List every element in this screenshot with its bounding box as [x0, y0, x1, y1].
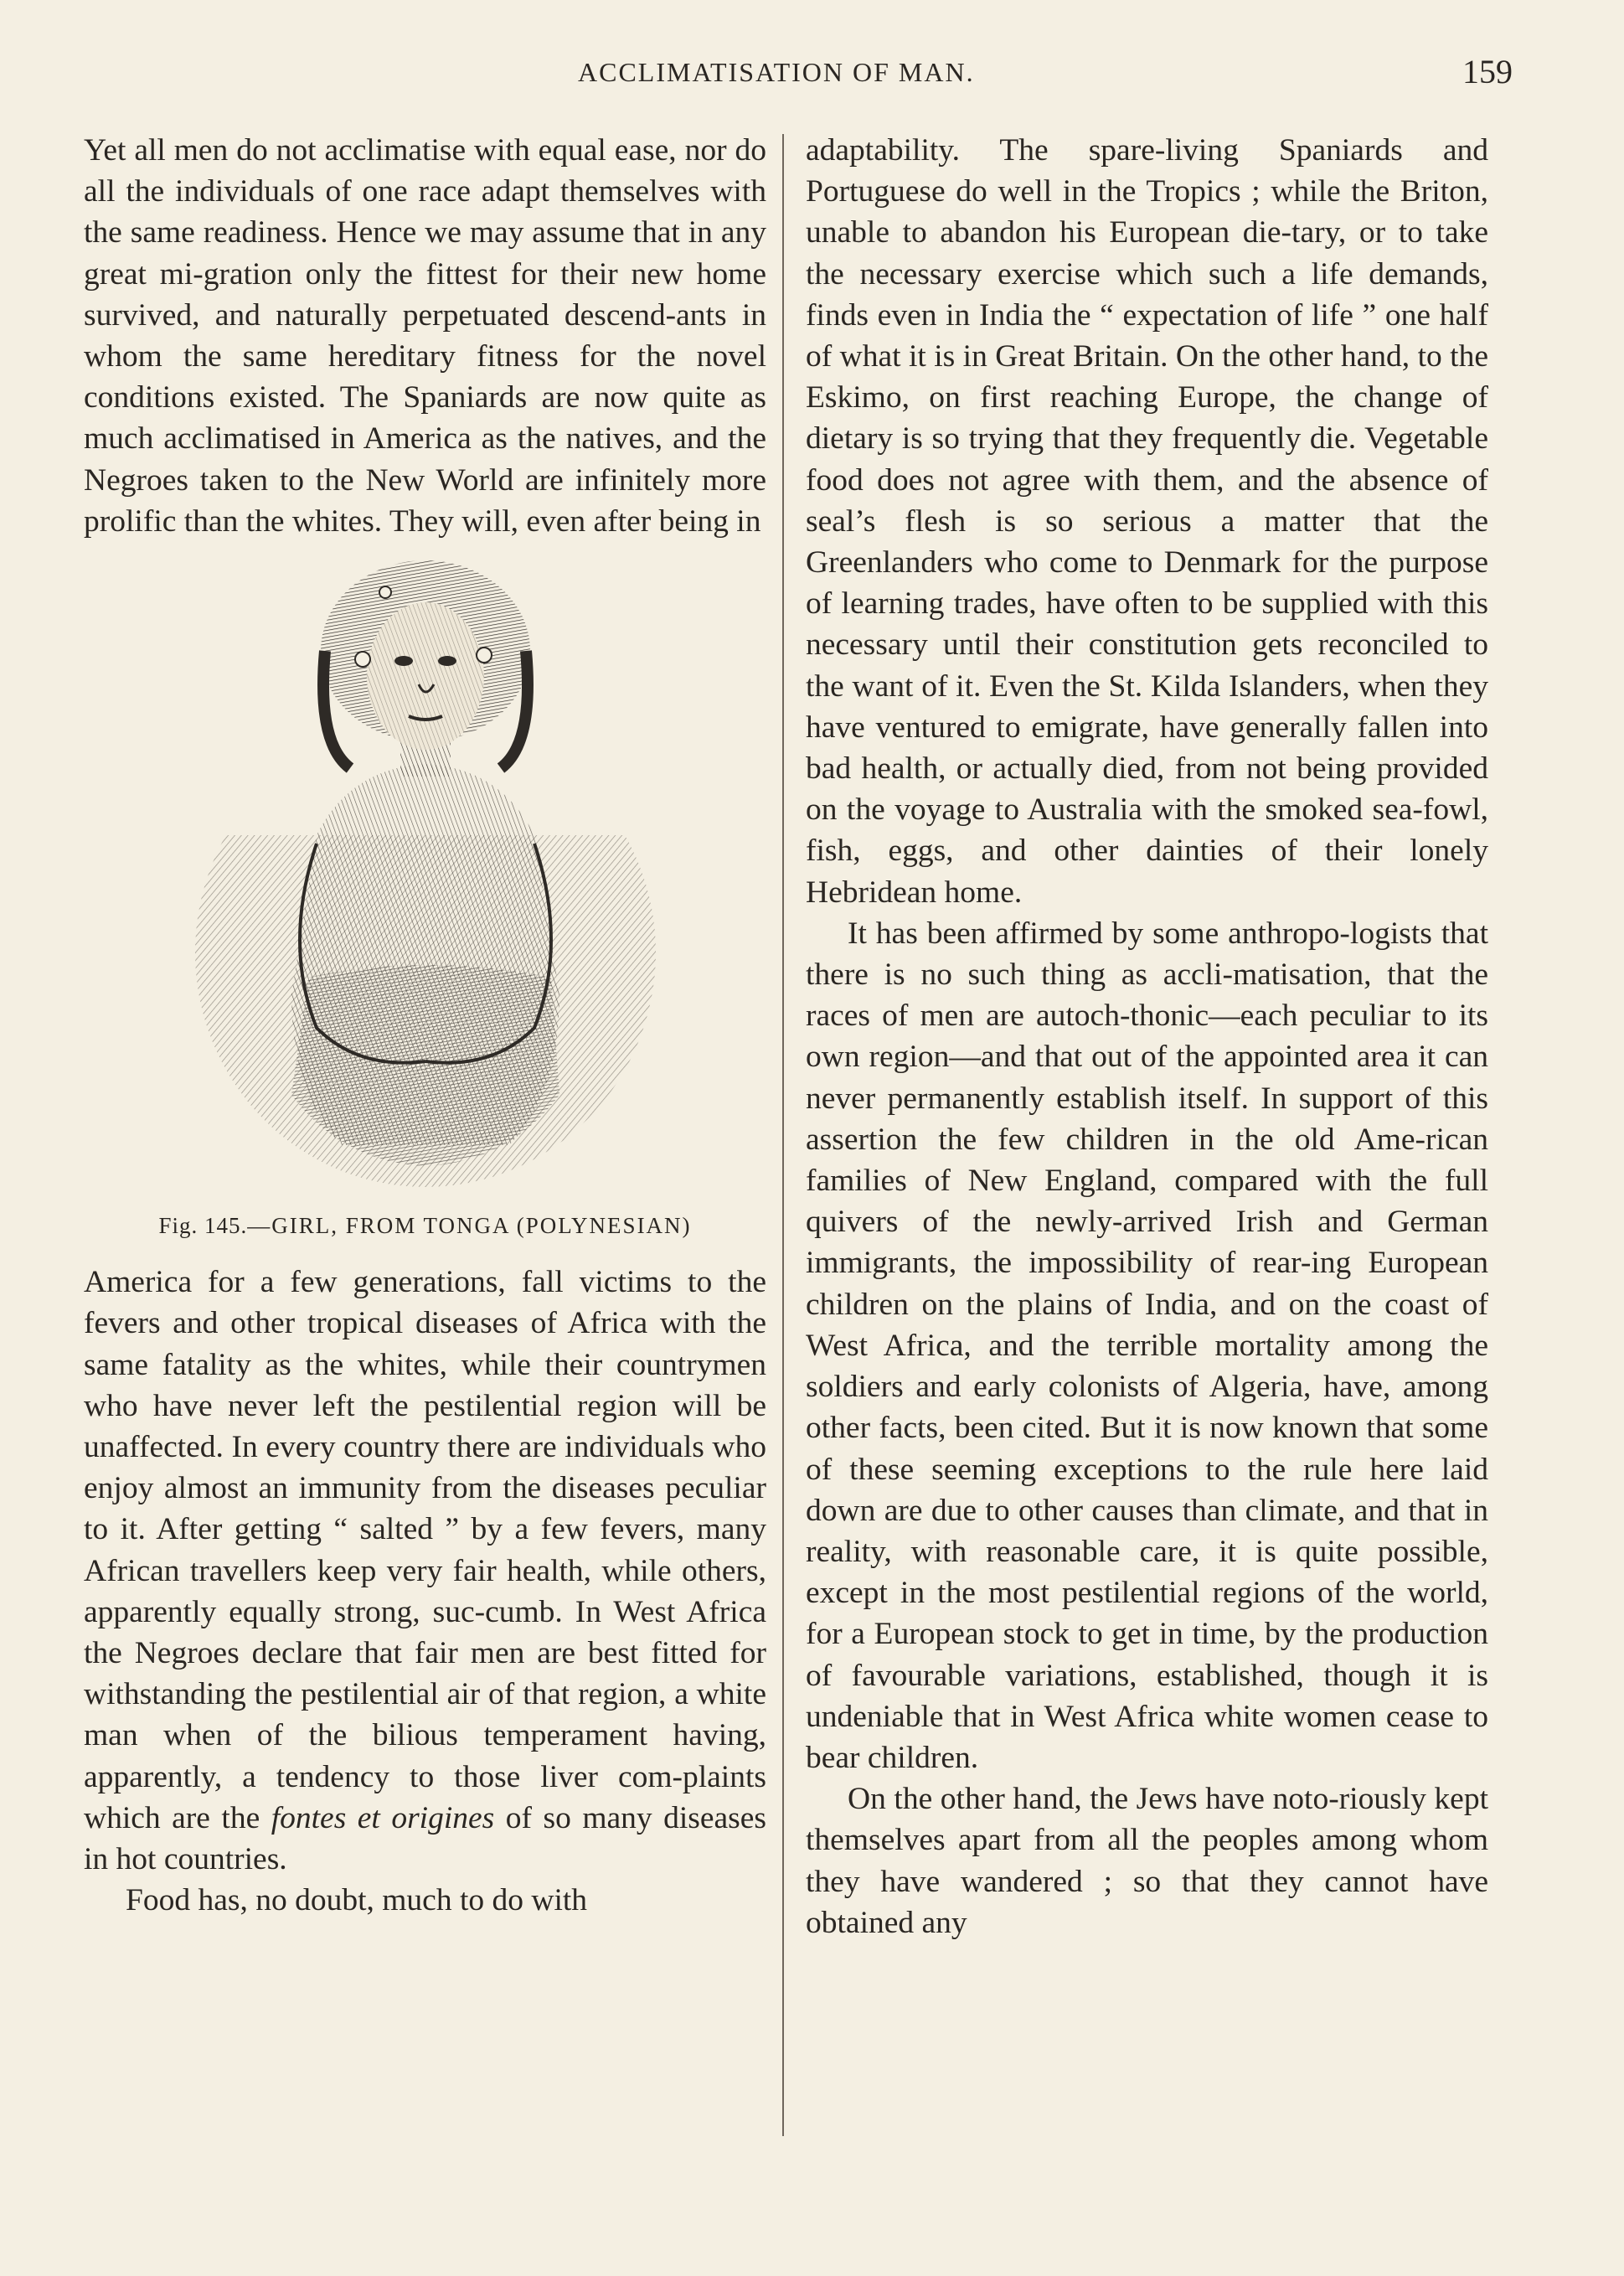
left-paragraph-2-text-a: America for a few generations, fall victims to the fevers and other tropical diseases of Africa with the same fatality as the whites, while their countrymen who have never left the pestilential region will be unaffected. In every country there are individuals who enjoy almost an immunity from the diseases peculiar to it. After getting “ salted ” by a few fevers, many African travellers keep very fair health, while others, apparently equally strong, suc-cumb. In West Africa the Negroes declare that fair men are best fitted for withstanding the pestilential air of that region, a white man when of the bilious temperament having, apparently, a tendency to those liver com-plaints which are the: [84, 1265, 766, 1835]
right-paragraph-3: On the other hand, the Jews have noto-riously kept themselves apart from all the peoples among whom they have wandered ; so that they cannot have obtained any: [806, 1782, 1488, 1940]
figure-caption-text: —GIRL, FROM TONGA (POLYNESIAN): [247, 1213, 692, 1239]
right-paragraph-1: adaptability. The spare-living Spaniards and Portuguese do well in the Tropics ; while the Briton, unable to abandon his European die-tary, or to take the necessary exercise which such a life demands, finds even in India the “ expectation of life ” one half of what it is in Great Britain. On the other hand, to the Eskimo, on first reaching Europe, the change of dietary is so trying that they frequently die. Vegetable food does not agree with them, and the absence of seal’s flesh is so serious a matter that the Greenlanders who come to Denmark for the purpose of learning trades, have often to be supplied with this necessary until their constitution gets reconciled to the want of it. Even the St. Kilda Islanders, when they have ventured to emigrate, have generally fallen into bad health, or actually died, from not being provided on the voyage to Australia with the smoked sea-fowl, fish, eggs, and other dainties of their lonely Hebridean home.: [806, 133, 1488, 910]
right-column: [806, 130, 1488, 1943]
left-column: [84, 130, 766, 1921]
figure-145: [84, 559, 766, 1246]
left-paragraph-1: Yet all men do not acclimatise with equal ease, nor do all the individuals of one race adapt themselves with the same readiness. Hence we may assume that in any great mi-gration only the fittest for their new home survived, and naturally perpetuated descend-ants in whom the same hereditary fitness for the novel conditions existed. The Spaniards are now quite as much acclimatised in America as the natives, and the Negroes taken to the New World are infinitely more prolific than the whites. They will, even after being in: [84, 133, 766, 539]
left-paragraph-2-text-b: of so many diseases in hot countries.: [84, 1800, 767, 1877]
right-paragraph-2: It has been affirmed by some anthropo-logists that there is no such thing as accli-matisation, that the races of men are autoch-thonic—each peculiar to its own region—and that out of the appointed area it can never permanently establish itself. In support of this assertion the few children in the old Ame-rican families of New England, compared with the full quivers of the newly-arrived Irish and German immigrants, the impossibility of rear-ing European children on the plains of India, and on the coast of West Africa, and the terrible mortality among the soldiers and early colonists of Algeria, have, among other facts, been cited. But it is now known that some of these seeming exceptions to the rule here laid down are due to other causes than climate, and that in reality, with reasonable care, it is quite possible, except in the most pestilential regions of the world, for a European stock to get in time, by the production of favourable variations, established, though it is undeniable that in West Africa white women cease to bear children.: [806, 916, 1488, 1775]
left-paragraph-2-italic: fontes et origines: [271, 1800, 495, 1835]
running-head: [0, 52, 1624, 102]
figure-caption: [84, 1205, 766, 1246]
column-divider: [782, 134, 784, 2136]
left-paragraph-2: [84, 1262, 766, 1880]
figure-label: Fig. 145.: [158, 1213, 248, 1239]
running-title: ACCLIMATISATION OF MAN.: [578, 57, 975, 87]
left-paragraph-3: Food has, no doubt, much to do with: [126, 1883, 588, 1918]
page-number: 159: [1462, 53, 1513, 90]
engraving-girl-from-tonga: [191, 559, 660, 1195]
